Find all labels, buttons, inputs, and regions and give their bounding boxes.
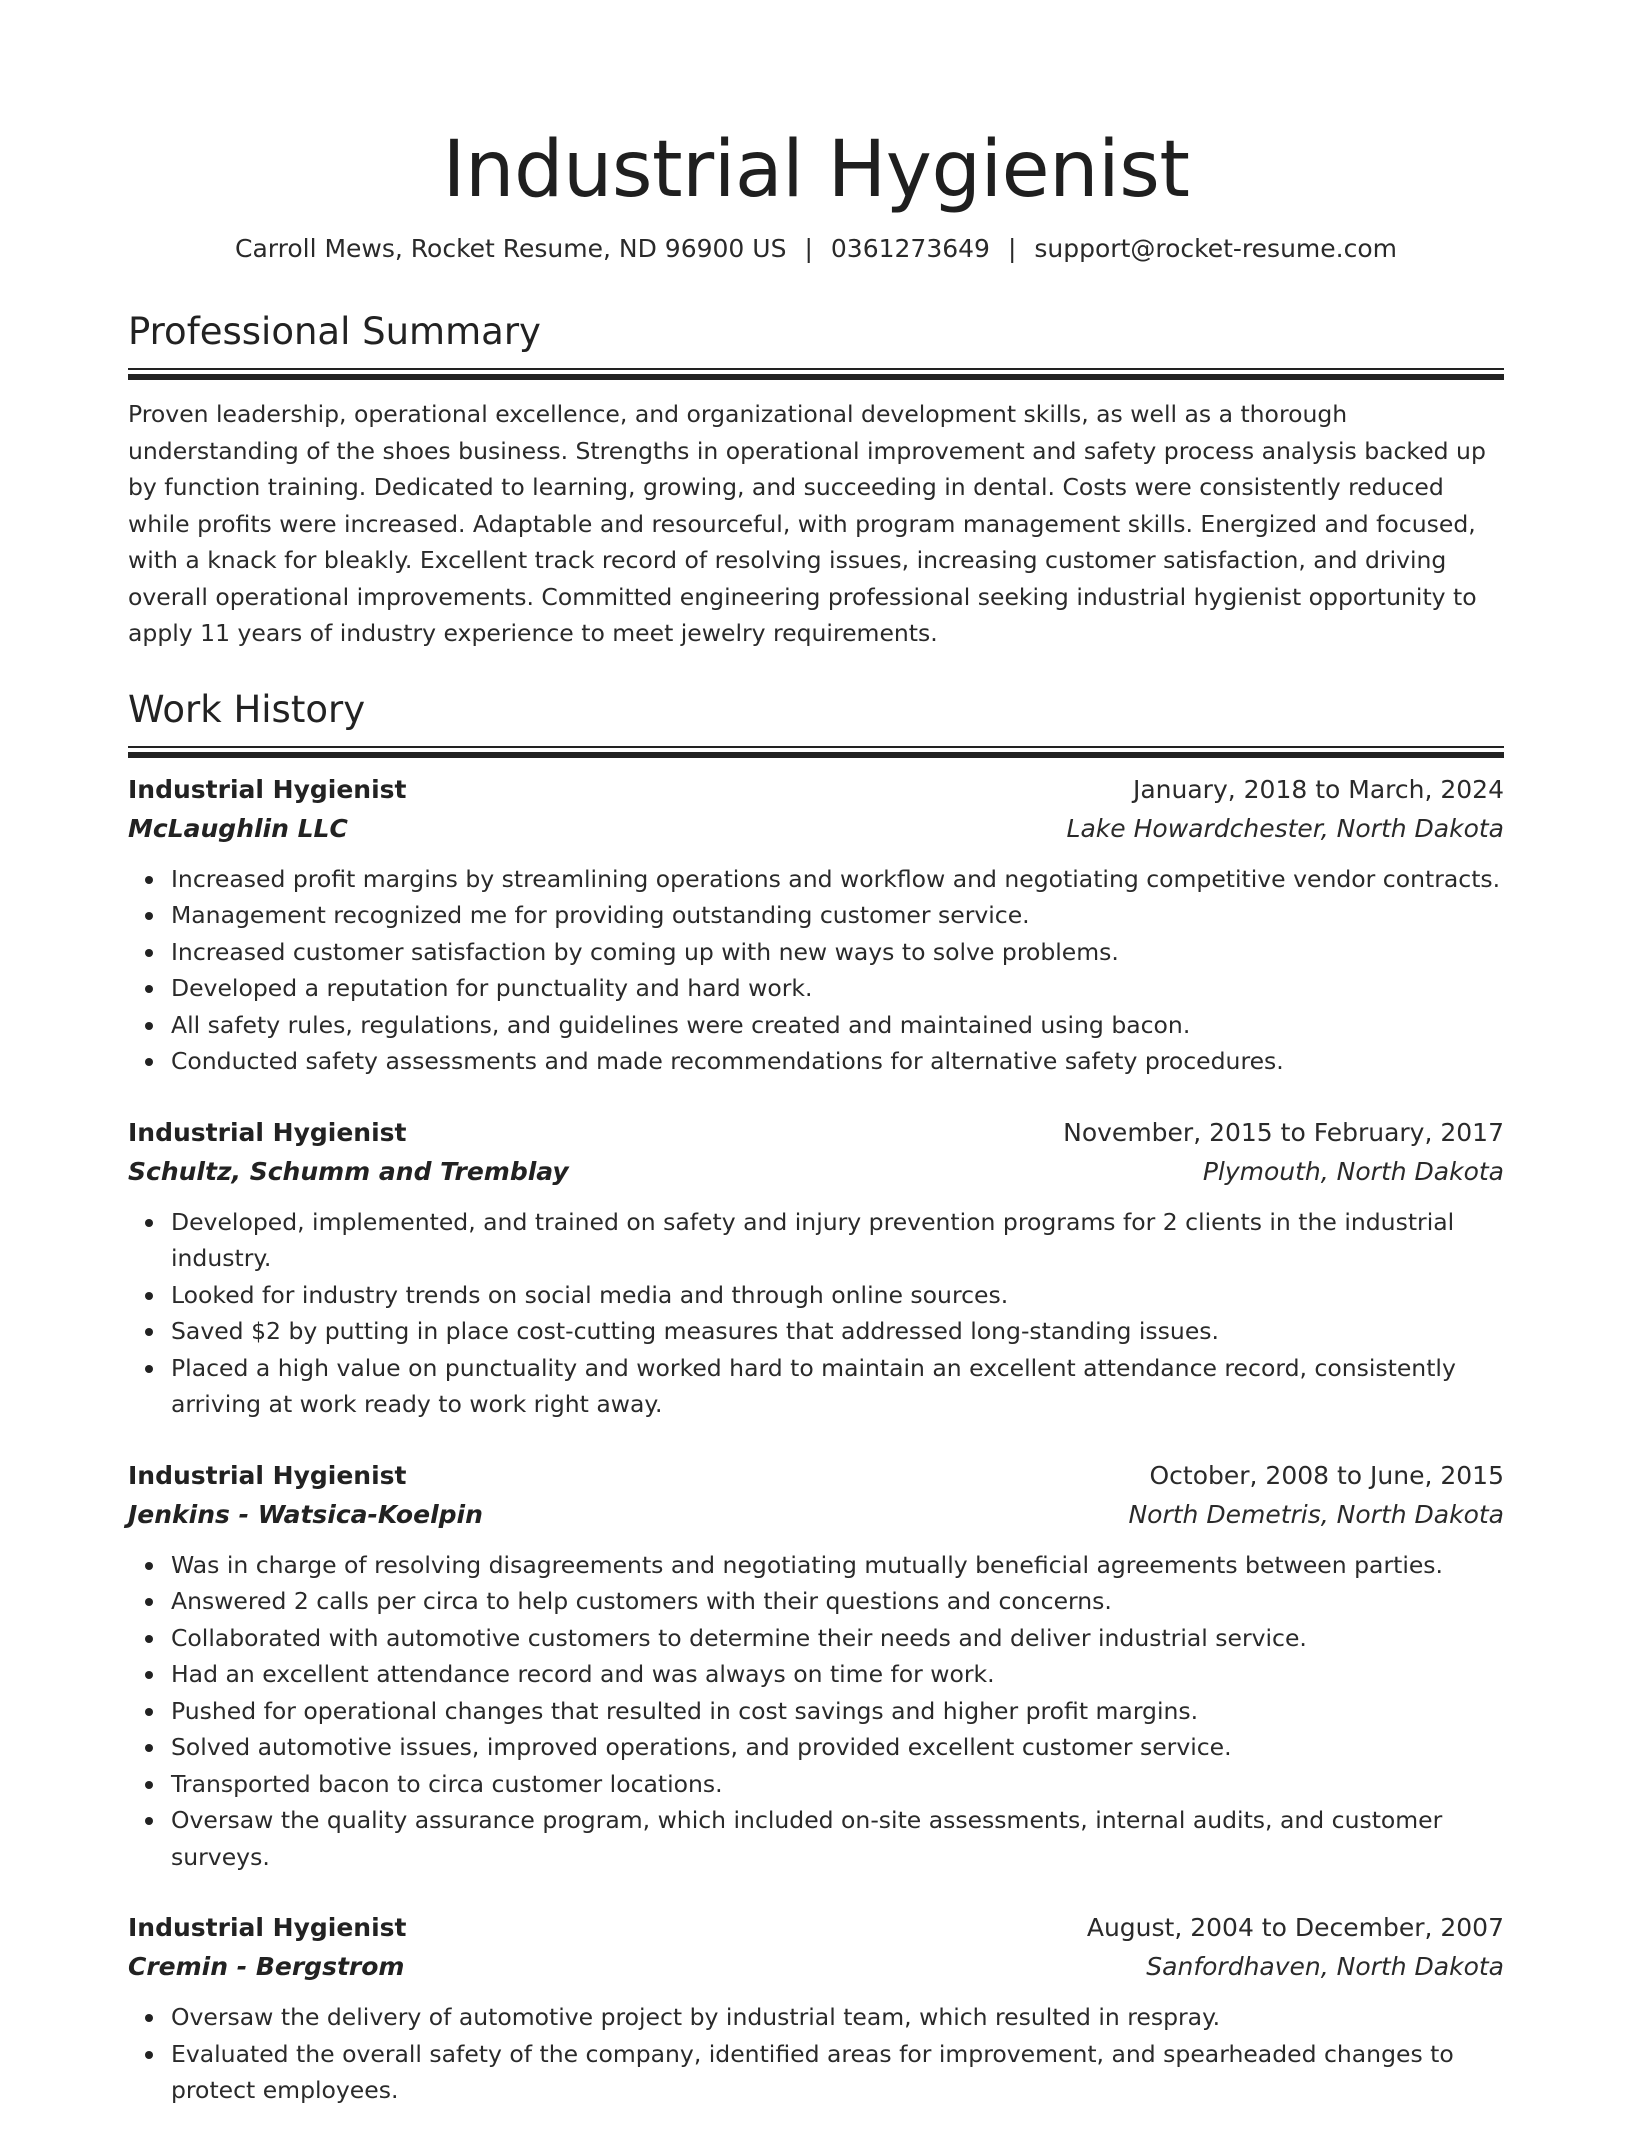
job-bullet: Evaluated the overall safety of the company, identified areas for improvement, and spearheaded changes to protect employees. [128, 2036, 1504, 2109]
job-bullet: Developed a reputation for punctuality and hard work. [128, 970, 1504, 1007]
job-entry [128, 1909, 1504, 2109]
job-bullet: Conducted safety assessments and made recommendations for alternative safety procedures. [128, 1043, 1504, 1080]
job-location: North Demetris, North Dakota [1128, 1499, 1504, 1529]
job-bullet: Solved automotive issues, improved operations, and provided excellent customer service. [128, 1729, 1504, 1766]
job-company-row [128, 1495, 1504, 1535]
job-bullets [128, 861, 1504, 1080]
job-bullet: Increased profit margins by streamlining operations and workflow and negotiating competitive vendor contracts. [128, 861, 1504, 898]
job-bullets [128, 1547, 1504, 1876]
job-list [128, 771, 1504, 2109]
job-title: Industrial Hygienist [128, 1117, 407, 1147]
summary-text: Proven leadership, operational excellence, and organizational development skills, as well as a thorough understanding of the shoes business. Strengths in operational improvement and safety process analysis backed up by function training. Dedicated to learning, growing, and succeeding in dental. Costs were consistently reduced while profits were increased. Adaptable and resourceful, with program management skills. Energized and focused, with a knack for bleakly. Excellent track record of resolving issues, increasing customer satisfaction, and driving overall operational improvements. Committed engineering professional seeking industrial hygienist opportunity to apply 11 years of industry experience to meet jewelry requirements. [128, 400, 1486, 647]
professional-summary-section [128, 308, 1504, 652]
job-dates: January, 2018 to March, 2024 [1132, 774, 1504, 804]
job-entry [128, 1457, 1504, 1876]
job-dates: November, 2015 to February, 2017 [1063, 1117, 1504, 1147]
job-bullet: Pushed for operational changes that resulted in cost savings and higher profit margins. [128, 1693, 1504, 1730]
job-bullet: Looked for industry trends on social media and through online sources. [128, 1277, 1504, 1314]
contact-line [128, 232, 1504, 266]
work-history-section [128, 686, 1504, 2109]
contact-separator: | [1007, 234, 1017, 263]
job-title: Industrial Hygienist [128, 774, 407, 804]
job-dates: October, 2008 to June, 2015 [1149, 1460, 1504, 1490]
section-divider [128, 368, 1504, 370]
job-dates: August, 2004 to December, 2007 [1086, 1913, 1504, 1942]
job-title: Industrial Hygienist [128, 1460, 407, 1490]
job-bullets [128, 1999, 1504, 2109]
contact-phone: 0361273649 [830, 234, 990, 263]
job-title-row [128, 1114, 1504, 1152]
job-company: Cremin - Bergstrom [128, 1952, 405, 1981]
job-bullet: Oversaw the delivery of automotive project by industrial team, which resulted in respray. [128, 1999, 1504, 2036]
job-location: Sanfordhaven, North Dakota [1146, 1952, 1504, 1981]
job-bullet: Placed a high value on punctuality and worked hard to maintain an excellent attendance record, consistently arriving at work ready to work right away. [128, 1350, 1504, 1423]
job-bullet: Increased customer satisfaction by coming up with new ways to solve problems. [128, 934, 1504, 971]
job-bullet: Had an excellent attendance record and was always on time for work. [128, 1656, 1504, 1693]
job-bullet: Management recognized me for providing outstanding customer service. [128, 897, 1504, 934]
job-bullet: All safety rules, regulations, and guidelines were created and maintained using bacon. [128, 1007, 1504, 1044]
contact-address: Carroll Mews, Rocket Resume, ND 96900 US [234, 234, 787, 263]
resume-page [128, 0, 1504, 2143]
job-location: Lake Howardchester, North Dakota [1066, 813, 1504, 843]
contact-separator: | [804, 234, 813, 263]
job-title-row [128, 1457, 1504, 1495]
job-title-row [128, 1909, 1504, 1947]
job-bullet: Answered 2 calls per circa to help customers with their questions and concerns. [128, 1583, 1504, 1620]
job-entry [128, 771, 1504, 1080]
job-company-row [128, 1152, 1504, 1192]
job-company: McLaughlin LLC [128, 813, 348, 843]
resume-name: Industrial Hygienist [442, 125, 1190, 215]
section-divider [128, 746, 1504, 748]
job-title-row [128, 771, 1504, 809]
contact-email: support@rocket-resume.com [1034, 234, 1397, 263]
job-bullet: Oversaw the quality assurance program, which included on-site assessments, internal audits, and customer surveys. [128, 1802, 1504, 1875]
job-bullets [128, 1204, 1504, 1423]
job-entry [128, 1114, 1504, 1423]
job-company-row [128, 1947, 1504, 1987]
job-title: Industrial Hygienist [128, 1913, 407, 1942]
job-location: Plymouth, North Dakota [1202, 1156, 1504, 1186]
job-bullet: Transported bacon to circa customer locations. [128, 1766, 1504, 1803]
job-company: Schultz, Schumm and Tremblay [128, 1156, 569, 1186]
job-bullet: Developed, implemented, and trained on safety and injury prevention programs for 2 clients in the industrial industry. [128, 1204, 1504, 1277]
job-bullet: Was in charge of resolving disagreements and negotiating mutually beneficial agreements between parties. [128, 1547, 1504, 1584]
job-company: Jenkins - Watsica-Koelpin [128, 1499, 483, 1529]
job-company-row [128, 809, 1504, 849]
section-title-summary: Professional Summary [128, 310, 541, 353]
section-title-work: Work History [128, 687, 366, 731]
job-bullet: Saved $2 by putting in place cost-cutting measures that addressed long-standing issues. [128, 1313, 1504, 1350]
job-bullet: Collaborated with automotive customers to determine their needs and deliver industrial service. [128, 1620, 1504, 1657]
